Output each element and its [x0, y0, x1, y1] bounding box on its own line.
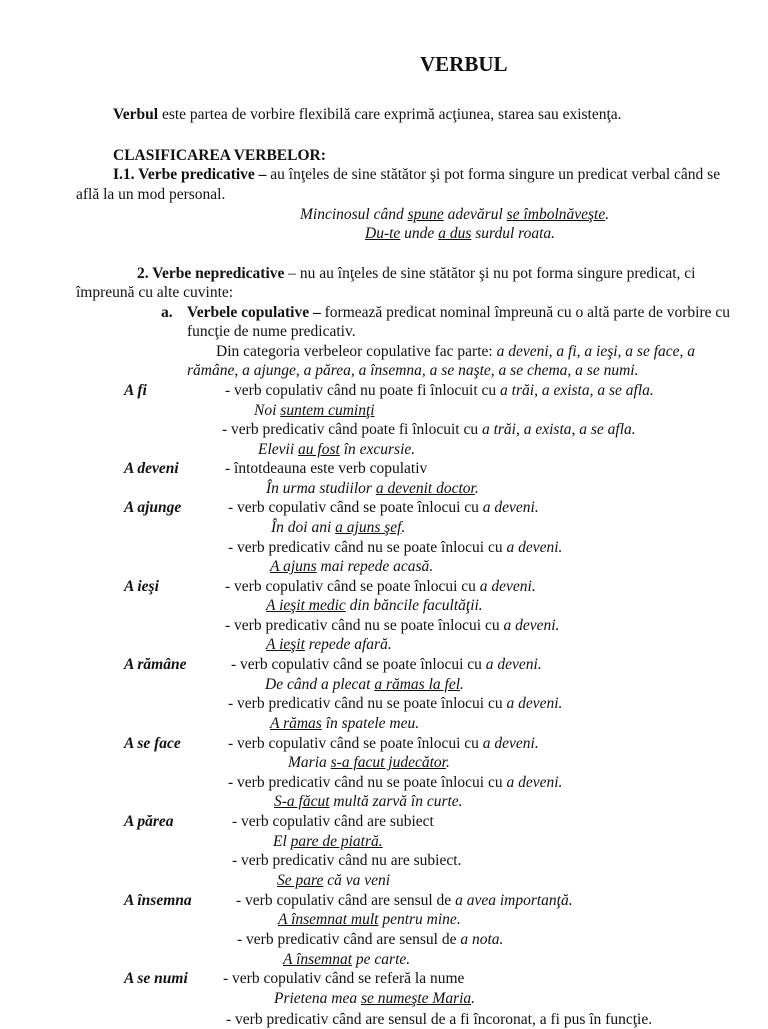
a-fi-example-1: Noi suntem cuminţi — [254, 402, 375, 419]
predicative-continuation: află la un mod personal. — [76, 186, 226, 203]
a-ramane-copulative: - verb copulativ când se poate înlocui cu a deveni. — [231, 656, 542, 673]
nonpredicative-label: 2. Verbe nepredicative — [137, 265, 285, 282]
predicative-label: I.1. Verbe predicative – — [113, 166, 267, 183]
term-a-ramane: A rămâne — [124, 656, 187, 673]
a-ramane-predicative: - verb predicativ când nu se poate înlocui cu a deveni. — [228, 695, 563, 712]
a-parea-copulative: - verb copulativ când are subiect — [232, 813, 434, 830]
nonpredicative-continuation: împreună cu alte cuvinte: — [76, 284, 234, 301]
predicative-example-1: Mincinosul când spune adevărul se îmbolnăveşte. — [300, 206, 610, 223]
a-se-face-copulative: - verb copulativ când se poate înlocui cu a deveni. — [228, 735, 539, 752]
a-iesi-copulative: - verb copulativ când se poate înlocui cu a deveni. — [225, 578, 536, 595]
predicative-example-2: Du-te unde a dus surdul roata. — [365, 225, 556, 242]
a-deveni-definition: - întotdeauna este verb copulativ — [225, 460, 428, 477]
a-se-numi-copulative: - verb copulativ când se referă la nume — [223, 970, 465, 987]
term-a-se-face: A se face — [124, 735, 181, 752]
copulative-continuation: funcţie de nume predicativ. — [187, 323, 356, 340]
a-insemna-example-2: A însemnat pe carte. — [283, 951, 411, 968]
intro-text: este partea de vorbire flexibilă care exprimă acţiunea, starea sau existenţa. — [158, 106, 622, 123]
copulative-label: Verbele copulative – — [187, 304, 321, 321]
a-insemna-predicative: - verb predicativ când are sensul de a nota. — [237, 931, 504, 948]
copulative-list-continuation: rămâne, a ajunge, a părea, a însemna, a se naşte, a se chema, a se numi. — [187, 362, 639, 379]
page-title: VERBUL — [420, 52, 508, 76]
a-insemna-copulative: - verb copulativ când are sensul de a avea importanţă. — [236, 892, 573, 909]
a-iesi-predicative: - verb predicativ când nu se poate înlocui cu a deveni. — [225, 617, 560, 634]
intro-paragraph — [113, 105, 622, 124]
a-se-face-predicative: - verb predicativ când nu se poate înlocui cu a deveni. — [228, 774, 563, 791]
a-se-face-example-2: S-a făcut multă zarvă în curte. — [274, 793, 463, 810]
a-se-numi-example: Prietena mea se numeşte Maria. — [274, 990, 476, 1007]
a-deveni-example: În urma studiilor a devenit doctor. — [266, 480, 479, 497]
term-a-iesi: A ieşi — [124, 578, 159, 595]
nonpredicative-definition: 2. Verbe nepredicative – nu au înţeles de sine stătător şi nu pot forma singure predicat, ci — [137, 265, 696, 282]
a-parea-example-1: El pare de piatră. — [273, 833, 383, 850]
predicative-text: au înţeles de sine stătător şi pot forma singure un predicat verbal când se — [266, 166, 721, 183]
term-a-fi: A fi — [124, 382, 147, 399]
a-parea-predicative: - verb predicativ când nu are subiect. — [232, 852, 462, 869]
a-ajunge-example-1: În doi ani a ajuns şef. — [271, 519, 406, 536]
copulative-list: Din categoria verbeleor copulative fac parte: a deveni, a fi, a ieşi, a se face, a — [216, 343, 696, 360]
a-ajunge-copulative: - verb copulativ când se poate înlocui cu a deveni. — [228, 499, 539, 516]
a-ajunge-predicative: - verb predicativ când nu se poate înlocui cu a deveni. — [228, 539, 563, 556]
a-iesi-example-2: A ieşit repede afară. — [266, 636, 392, 653]
a-ramane-example-1: De când a plecat a rămas la fel. — [265, 676, 464, 693]
section-heading: CLASIFICAREA VERBELOR: — [113, 147, 326, 164]
a-ramane-example-2: A rămas în spatele meu. — [270, 715, 420, 732]
term-a-ajunge: A ajunge — [124, 499, 182, 516]
term-a-deveni: A deveni — [124, 460, 179, 477]
term-a-se-numi: A se numi — [124, 970, 188, 987]
a-fi-predicative: - verb predicativ când poate fi înlocuit cu a trăi, a exista, a se afla. — [222, 421, 636, 438]
a-fi-example-2: Elevii au fost în excursie. — [258, 441, 416, 458]
copulative-marker: a. — [161, 304, 173, 321]
a-se-numi-predicative: - verb predicativ când are sensul de a fi încoronat, a fi pus în funcţie. — [226, 1011, 653, 1028]
a-ajunge-example-2: A ajuns mai repede acasă. — [270, 558, 434, 575]
intro-term: Verbul — [113, 106, 159, 123]
a-parea-example-2: Se pare că va veni — [277, 872, 391, 889]
copulative-definition: Verbele copulative – formează predicat nominal împreună cu o altă parte de vorbire cu — [187, 304, 731, 321]
a-se-face-example-1: Maria s-a facut judecător. — [288, 754, 450, 771]
term-a-parea: A părea — [124, 813, 174, 830]
predicative-definition — [113, 165, 720, 184]
a-fi-copulative: - verb copulativ când nu poate fi înlocuit cu a trăi, a exista, a se afla. — [225, 382, 654, 399]
a-insemna-example-1: A însemnat mult pentru mine. — [278, 911, 461, 928]
term-a-insemna: A însemna — [124, 892, 192, 909]
a-iesi-example-1: A ieşit medic din băncile facultăţii. — [266, 597, 483, 614]
